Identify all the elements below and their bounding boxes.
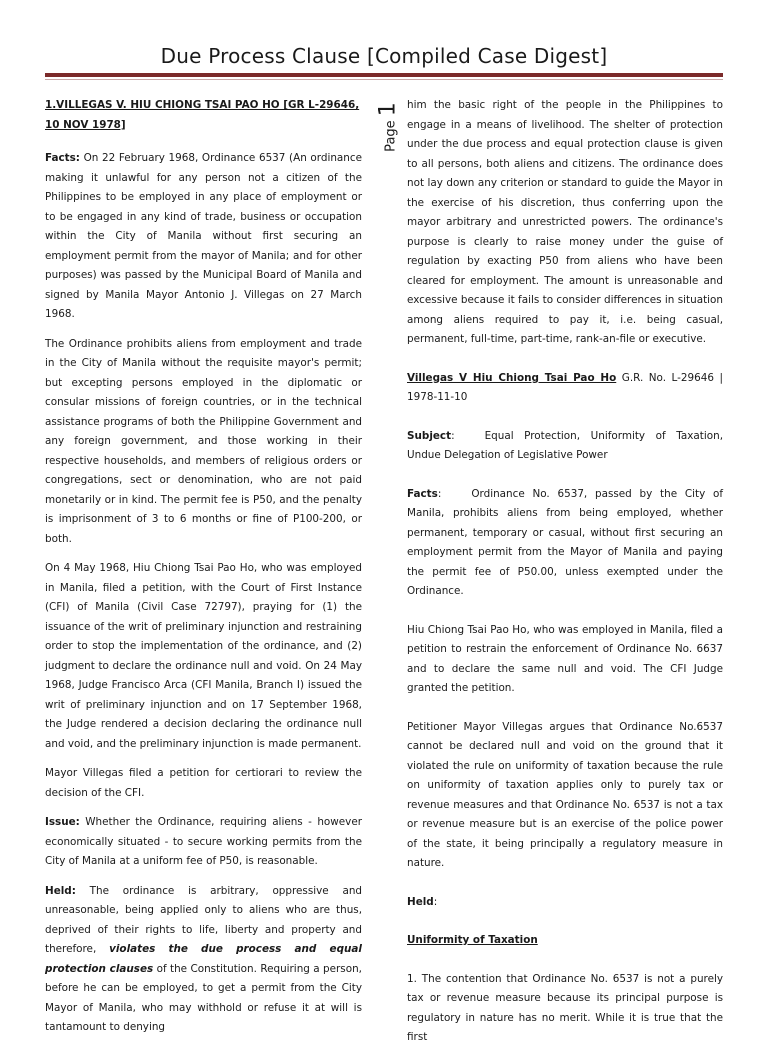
- title-divider-thin: [45, 79, 723, 80]
- ordinance-paragraph: The Ordinance prohibits aliens from employment and trade in the City of Manila without the requisite mayor's permit; but excepting persons employed in the diplomatic or consular missions of foreign countries, or in the technical assistance programs of both the Philippine Government and any foreign government, and those working in their respective households, and members of religious orders or congregations, sect or denomination, who are not paid monetarily or in kind. The permit fee is P50, and the penalty is imprisonment of 3 to 6 months or fine of P100-200, or both.: [45, 337, 362, 545]
- certiorari-paragraph: Mayor Villegas filed a petition for certiorari to review the decision of the CFI.: [45, 767, 362, 799]
- hiu-paragraph: Hiu Chiong Tsai Pao Ho, who was employed in Manila, filed a petition to restrain the enforcement of Ordinance No. 6637 and to declare the same null and void. The CFI Judge granted the petition.: [407, 623, 723, 694]
- facts-text: On 22 February 1968, Ordinance 6537 (An ordinance making it unlawful for any person not a citizen of the Philippines to be employed in any place of employment or to be engaged in any kind of trade, business or occupation within the City of Manila without first securing an employment permit from the mayor of Manila; and for other purposes) was passed by the Municipal Board of Manila and signed by Manila Mayor Antonio J. Villegas on 27 March 1968.: [45, 152, 362, 320]
- case-reference-name: Villegas V Hiu Chiong Tsai Pao Ho: [407, 371, 617, 384]
- held-paragraph: [45, 882, 362, 1038]
- petition-paragraph: On 4 May 1968, Hiu Chiong Tsai Pao Ho, who was employed in Manila, filed a petition, with the Court of First Instance (CFI) of Manila (Civil Case 72797), praying for (1) the issuance of the writ of preliminary injunction and restraining order to stop the implementation of the ordinance, and (2) judgment to declare the ordinance null and void. On 24 May 1968, Judge Francisco Arca (CFI Manila, Branch I) issued the writ of preliminary injunction and on 17 September 1968, the Judge rendered a decision declaring the ordinance null and void, and the preliminary injunction is made permanent.: [45, 562, 362, 750]
- subject-text: Equal Protection, Uniformity of Taxation, Undue Delegation of Legislative Power: [407, 429, 723, 461]
- right-column: [407, 96, 723, 1058]
- subject-label: Subject: [407, 429, 452, 442]
- continued-paragraph: him the basic right of the people in the Philippines to engage in a means of livelihood. The shelter of protection under the due process and equal protection clause is given to all persons, both aliens and citizens. The ordinance does not lay down any criterion or standard to guide the Mayor in the exercise of his discretion, thus conferring upon the mayor arbitrary and unrestricted powers. The ordinance's purpose is clearly to raise money under the guise of regulation by exacting P50 from aliens who have been cleared for employment. The amount is unreasonable and excessive because it fails to consider differences in situation among aliens required to pay it, i.e. being casual, permanent, full-time, part-time, rank-an-file or executive.: [407, 99, 723, 345]
- right-facts-text: Ordinance No. 6537, passed by the City of Manila, prohibits aliens from being employed, whether permanent, temporary or casual, without first securing an employment permit from the Mayor of Manila and paying the permit fee of P50.00, unless exempted under the Ordinance.: [407, 487, 723, 597]
- right-facts-label: Facts: [407, 487, 438, 500]
- document-title: Due Process Clause [Compiled Case Digest]: [160, 44, 608, 68]
- case-reference: [407, 369, 723, 408]
- page-number-label: [376, 96, 400, 158]
- issue-text: Whether the Ordinance, requiring aliens - however economically situated - to secure working permits from the City of Manila at a uniform fee of P50, is reasonable.: [45, 816, 362, 867]
- issue-label: Issue:: [45, 816, 80, 828]
- title-divider: [45, 73, 723, 77]
- case-reference-number: G.R. No. L-29646 | 1978-11-10: [407, 371, 723, 403]
- page-number: 1: [375, 102, 401, 117]
- point-one-paragraph: 1. The contention that Ordinance No. 6537 is not a purely tax or revenue measure because its principal purpose is regulatory in nature has no merit. While it is true that the first: [407, 972, 723, 1043]
- held-text-2: of the Constitution. Requiring a person, before he can be employed, to get a permit from the City Mayor of Manila, who may withhold or refuse it at will is tantamount to denying: [45, 962, 362, 1033]
- case-heading: 1.VILLEGAS V. HIU CHIONG TSAI PAO HO [GR L-29646, 10 NOV 1978]: [45, 99, 360, 131]
- held-text-1: The ordinance is arbitrary, oppressive and unreasonable, being applied only to aliens who are thus, deprived of their rights to life, liberty and property and therefore,: [45, 884, 362, 955]
- subject-paragraph: Subject: Equal Protection, Uniformity of Taxation, Undue Delegation of Legislative Power: [407, 429, 723, 461]
- facts-label: Facts:: [45, 152, 80, 164]
- issue-paragraph: [45, 813, 362, 872]
- held-label: Held:: [45, 884, 76, 897]
- petitioner-paragraph: Petitioner Mayor Villegas argues that Ordinance No.6537 cannot be declared null and void on the ground that it violated the rule on uniformity of taxation because the rule on uniformity of taxation applies only to purely tax or revenue measures and that Ordinance No. 6537 is not a tax or revenue measure but is an exercise of the police power of the state, it being principally a regulatory measure in nature.: [407, 720, 723, 869]
- right-held-heading: Held:: [407, 895, 438, 908]
- right-facts-paragraph: Facts: Ordinance No. 6537, passed by the City of Manila, prohibits aliens from being employed, whether permanent, temporary or casual, without first securing an employment permit from the Mayor of Manila and paying the permit fee of P50.00, unless exempted under the Ordinance.: [407, 487, 723, 597]
- right-held-label: Held: [407, 895, 434, 908]
- held-emphasis: violates the due process and equal protection clauses: [45, 943, 362, 975]
- left-column: [45, 96, 362, 1048]
- facts-paragraph: [45, 149, 362, 325]
- uniformity-heading: Uniformity of Taxation: [407, 934, 538, 946]
- page-word: Page: [383, 120, 399, 152]
